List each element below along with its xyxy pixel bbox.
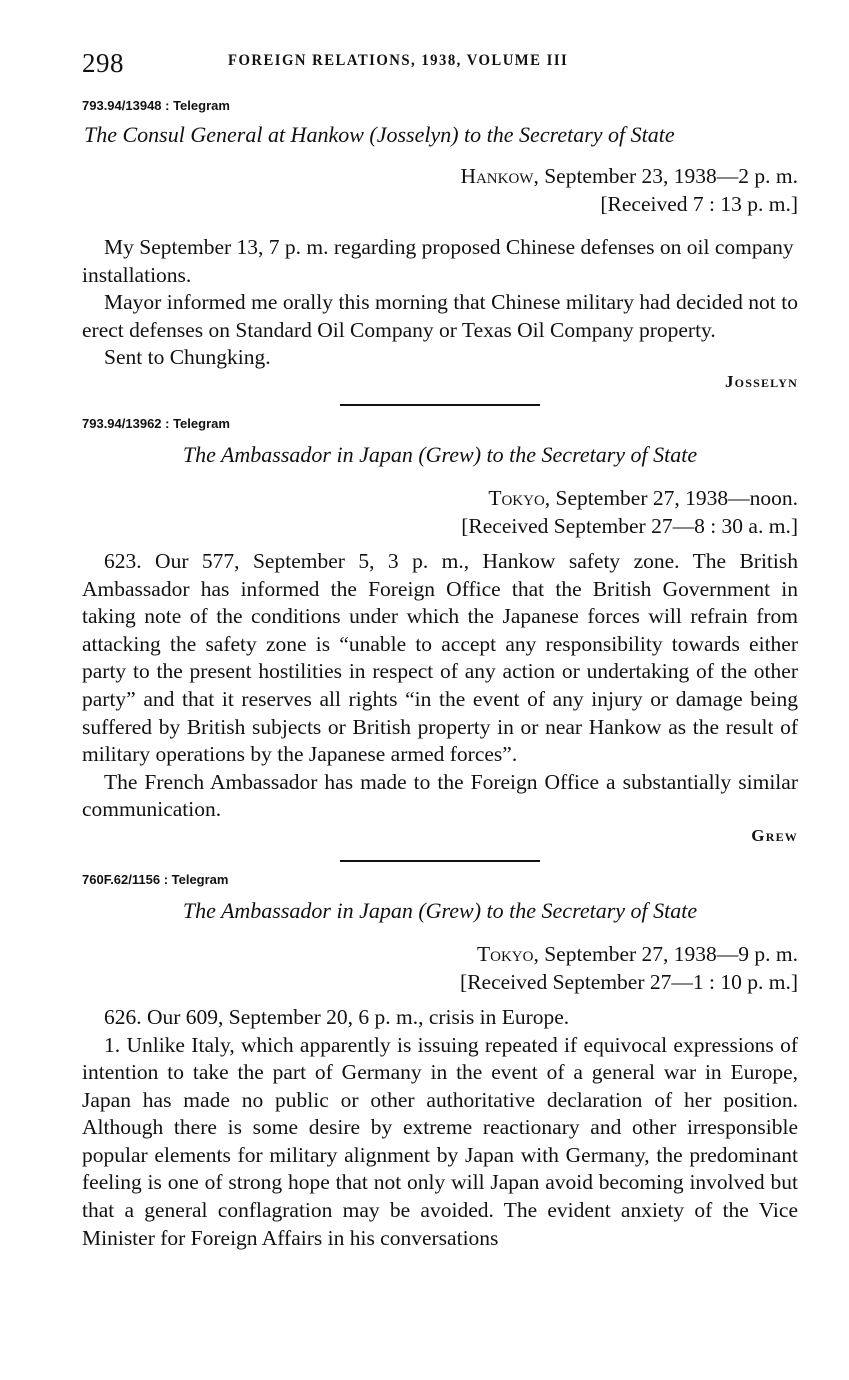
dateline-place: Tokyo: [476, 941, 534, 966]
page-number: 298: [82, 48, 124, 78]
telegram-3: [82, 872, 798, 1252]
telegram-title: The Ambassador in Japan (Grew) to the Secretary of State: [182, 441, 698, 467]
dateline-place: Hankow: [460, 164, 534, 188]
paragraph: Mayor informed me orally this morning that Chinese military had decided not to erect defenses on Standard Oil Company or Texas Oil Company property.: [82, 290, 798, 342]
running-header: [82, 48, 798, 88]
dateline: [82, 940, 798, 968]
paragraph: My September 13, 7 p. m. regarding proposed Chinese defenses on oil company installations.: [82, 235, 794, 287]
telegram-2: [82, 416, 798, 846]
telegram-title: The Ambassador in Japan (Grew) to the Secretary of State: [182, 897, 698, 923]
file-reference: 793.94/13948 : Telegram: [82, 98, 230, 113]
telegram-title: The Consul General at Hankow (Josselyn) to the Secretary of State: [84, 122, 675, 147]
signature: Grew: [751, 825, 798, 845]
paragraph: The French Ambassador has made to the Foreign Office a substantially similar communication.: [82, 769, 798, 822]
dateline: [82, 484, 798, 512]
dateline-date: , September 23, 1938—2 p. m.: [533, 164, 798, 188]
paragraph: 626. Our 609, September 20, 6 p. m., crisis in Europe.: [104, 1004, 570, 1029]
running-title: FOREIGN RELATIONS, 1938, VOLUME III: [228, 52, 569, 69]
dateline-date: , September 27, 1938—noon.: [544, 485, 798, 510]
file-reference: 793.94/13962 : Telegram: [82, 415, 230, 431]
signature: Josselyn: [724, 371, 798, 391]
dateline: [82, 162, 798, 190]
section-divider: [340, 404, 540, 406]
dateline-date: , September 27, 1938—9 p. m.: [533, 941, 798, 966]
paragraph: 623. Our 577, September 5, 3 p. m., Hankow safety zone. The British Ambassador has informed the Foreign Office that the British Government in taking note of the conditions under which the Japanese forces will refrain from attacking the safety zone is “unable to accept any responsibility towards either party to the present hostilities in respect of any action or undertaking of the other party” and that it reserves all rights “in the event of any injury or damage being suffered by British subjects or British property in or near Hankow as the result of military operations by the Japanese armed forces”.: [82, 548, 798, 767]
paragraph: 1. Unlike Italy, which apparently is issuing repeated if equivocal expressions of intention to take the part of Germany in the event of a general war in Europe, Japan has made no public or other authoritative declaration of her position. Although there is some desire by extreme reactionary and other irresponsible popular elements for military alignment by Japan with Germany, the predominant feeling is one of strong hope that not only will Japan avoid becoming involved but that a general conflagration may be avoided. The evident anxiety of the Vice Minister for Foreign Affairs in his conversations: [82, 1032, 798, 1250]
received-line: [Received 7 : 13 p. m.]: [600, 192, 798, 216]
received-line: [Received September 27—1 : 10 p. m.]: [460, 969, 798, 994]
telegram-1: [82, 98, 798, 392]
section-divider: [340, 860, 540, 862]
document-page: [82, 0, 798, 1252]
received-line: [Received September 27—8 : 30 a. m.]: [461, 513, 798, 538]
paragraph: Sent to Chungking.: [104, 345, 271, 370]
dateline-place: Tokyo: [488, 485, 545, 510]
file-reference: 760F.62/1156 : Telegram: [82, 871, 229, 887]
